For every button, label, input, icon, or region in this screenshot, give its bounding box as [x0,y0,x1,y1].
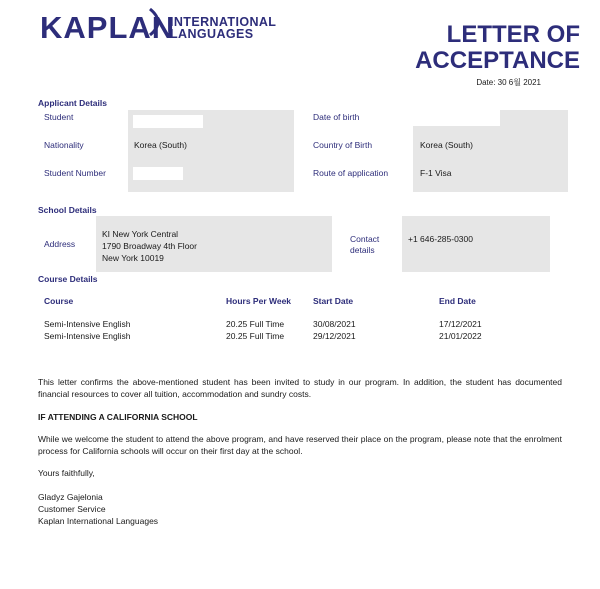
address-line3: New York 10019 [102,253,164,263]
address-label: Address [44,239,76,249]
california-paragraph: While we welcome the student to attend the above program, and have reserved their place on the program, please note that the enrolment process for California schools will occur on their first day at the school. [38,434,562,456]
contact-value: +1 646-285-0300 [408,234,473,244]
end-date-cell: 21/01/2022 [439,331,482,341]
contact-label [350,234,379,256]
country-of-birth-value: Korea (South) [420,140,473,150]
country-of-birth-label: Country of Birth [313,140,373,150]
closing: Yours faithfully, [38,468,95,478]
course-cell: Semi-Intensive English [44,331,131,341]
start-date-cell: 29/12/2021 [313,331,356,341]
applicant-details-heading: Applicant Details [38,98,107,108]
start-date-cell: 30/08/2021 [313,319,356,329]
student-label: Student [44,112,74,122]
logo-subtitle-line1: INTERNATIONAL [170,15,277,29]
logo-wordmark: KAPLAN [40,10,176,45]
student-number-label: Student Number [44,168,106,178]
course-cell: Semi-Intensive English [44,319,131,329]
dob-redacted [413,110,500,126]
contact-label-line2: details [350,245,375,255]
address-line1: KI New York Central [102,229,179,239]
california-heading: IF ATTENDING A CALIFORNIA SCHOOL [38,412,198,422]
signer-title: Customer Service [38,504,106,514]
dob-label: Date of birth [313,112,360,122]
column-header-end: End Date [439,296,476,306]
title-line1: LETTER OF [446,21,580,48]
contact-label-line1: Contact [350,234,380,244]
hours-cell: 20.25 Full Time [226,331,285,341]
logo-subtitle [170,16,276,40]
title-line2: ACCEPTANCE [415,47,580,74]
student-number-redacted [133,167,183,180]
nationality-label: Nationality [44,140,84,150]
signer-name: Gladyz Gajelonia [38,492,103,502]
document-title [400,22,580,74]
signer-organization: Kaplan International Languages [38,516,159,526]
logo-arc-icon [146,7,168,37]
confirmation-paragraph: This letter confirms the above-mentioned student has been invited to study in our program. In addition, the student has documented financial resources to cover all tuition, accommodation and sundry costs. [38,377,562,399]
student-name-redacted [133,115,203,128]
end-date-cell: 17/12/2021 [439,319,482,329]
school-address [102,228,197,264]
nationality-value: Korea (South) [134,140,187,150]
course-details-heading: Course Details [38,274,98,284]
school-contact-box [402,216,550,272]
column-header-start: Start Date [313,296,354,306]
route-value: F-1 Visa [420,168,452,178]
document-date: Date: 30 6월 2021 [476,78,541,87]
signature-block [38,491,562,527]
column-header-course: Course [44,296,74,306]
hours-cell: 20.25 Full Time [226,319,285,329]
column-header-hours: Hours Per Week [226,296,292,306]
school-details-heading: School Details [38,205,97,215]
logo-subtitle-line2: LANGUAGES [170,27,254,41]
route-label: Route of application [313,168,389,178]
address-line2: 1790 Broadway 4th Floor [102,241,197,251]
